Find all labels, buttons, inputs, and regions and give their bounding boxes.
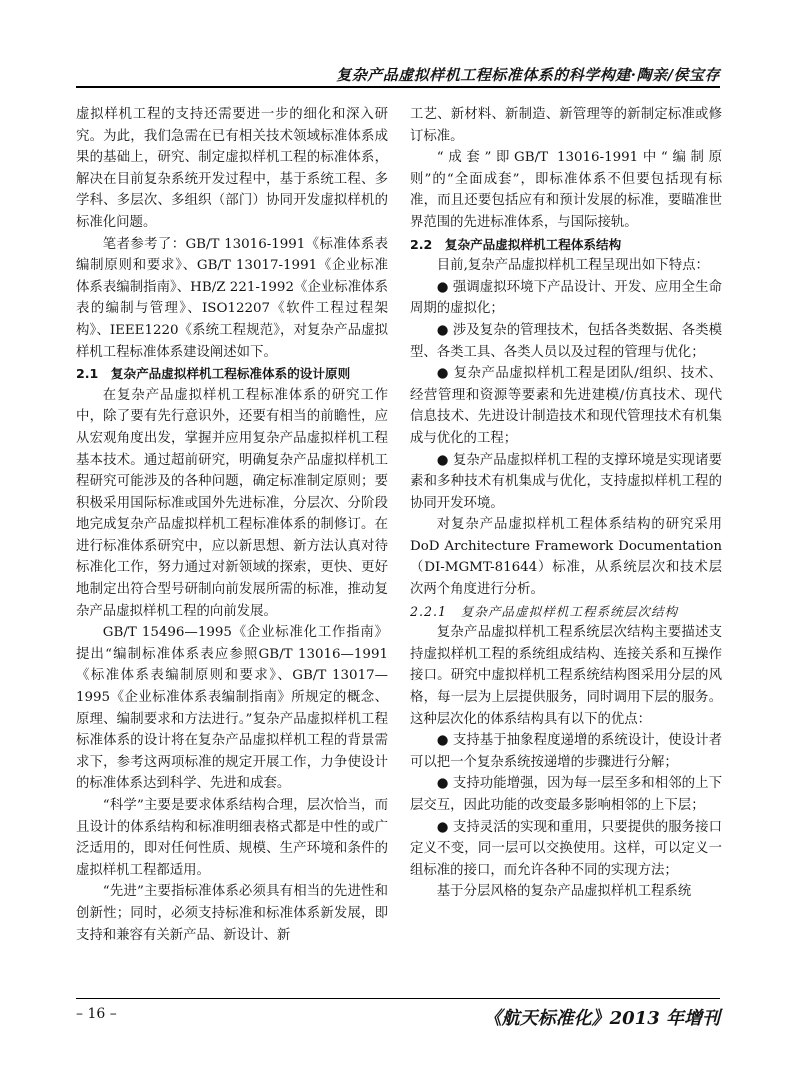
page-number: – 16 –: [76, 1006, 117, 1022]
footer-rule: [76, 998, 720, 999]
paragraph: 工艺、新材料、新制造、新管理等的新制定标准或修订标准。: [410, 107, 722, 144]
journal-title: 《航天标准化》2013 年增刊: [483, 1008, 720, 1029]
left-column: [76, 104, 388, 946]
bullet-item: ● 涉及复杂的管理技术，包括各类数据、各类模型、各类工具、各类人员以及过程的管理与优化；: [410, 322, 722, 360]
right-column: [410, 104, 722, 903]
bullet-item: ● 支持功能增强，因为每一层至多和相邻的上下层交互，因此功能的改变最多影响相邻的上下层；: [410, 776, 722, 813]
bullet-item: ● 强调虚拟环境下产品设计、开发、应用全生命周期的虚拟化；: [410, 279, 722, 317]
bullet-item: ● 支持基于抽象程度递增的系统设计，使设计者可以把一个复杂系统按递增的步骤进行分解；: [410, 733, 722, 770]
paragraph: GB/T 15496—1995《企业标准化工作指南》提出“编制标准体系表应参照GB/T 13016—1991《标准体系表编制原则和要求》、GB/T 13017—1995《企业标准体系表编制指南》所规定的概念、原理、编制要求和方法进行。”复杂产品虚拟样机工程标准体系的设计将在复杂产品虚拟样机工程的背景需求下，参考这两项标准的规定开展工作，力争使设计的标准体系达到科学、先进和成套。: [76, 625, 388, 792]
section-heading: 2.2 复杂产品虚拟样机工程体系结构: [410, 236, 622, 252]
paragraph: 复杂产品虚拟样机工程系统层次结构主要描述支持虚拟样机工程的系统组成结构、连接关系和互操作接口。研究中虚拟样机工程系统结构图采用分层的风格，每一层为上层提供服务，同时调用下层的服务。这种层次化的体系结构具有以下的优点：: [410, 625, 722, 727]
section-heading: 2.1 复杂产品虚拟样机工程标准体系的设计原则: [76, 366, 351, 382]
paragraph: 在复杂产品虚拟样机工程标准体系的研究工作中，除了要有先行意识外，还要有相当的前瞻性，应从宏观角度出发，掌握并应用复杂产品虚拟样机工程基本技术。通过超前研究，明确复杂产品虚拟样机工程研究可能涉及的各种问题，确定标准制定原则；要积极采用国际标准或国外先进标准，分层次、分阶段地完成复杂产品虚拟样机工程标准体系的制修订。在进行标准体系研究中，应以新思想、新方法认真对待标准化工作，努力通过对新领域的探索，更快、更好地制定出符合型号研制向前发展所需的标准，推动复杂产品虚拟样机工程的向前发展。: [76, 387, 388, 619]
bullet-item: ● 复杂产品虚拟样机工程是团队/组织、技术、经营管理和资源等要素和先进建模/仿真技术、现代信息技术、先进设计制造技术和现代管理技术有机集成与优化的工程；: [410, 366, 722, 446]
paragraph: “科学”主要是要求体系结构合理，层次恰当，而且设计的体系结构和标准明细表格式都是中性的或广泛适用的，即对任何性质、规模、生产环境和条件的虚拟样机工程都适用。: [76, 798, 388, 878]
paragraph: 目前,复杂产品虚拟样机工程呈现出如下特点：: [436, 258, 709, 274]
section-heading: 2.2.1 复杂产品虚拟样机工程系统层次结构: [410, 603, 679, 619]
paragraph: 基于分层风格的复杂产品虚拟样机工程系统: [436, 884, 692, 900]
paragraph: 笔者参考了：GB/T 13016-1991《标准体系表编制原则和要求》、GB/T 13017-1991《企业标准体系表编制指南》、HB/Z 221-1992《企业标准体系表的编制与管理》、ISO12207《软件工程过程架构》、IEEE1220《系统工程规范》，对复杂产品虚拟样机工程标准体系建设阐述如下。: [76, 236, 388, 360]
bullet-item: ● 支持灵活的实现和重用，只要提供的服务接口定义不变，同一层可以交换使用。这样，可以定义一组标准的接口，而允许各种不同的实现方法；: [410, 819, 722, 878]
running-header: 复杂产品虚拟样机工程标准体系的科学构建·陶亲/侯宝存: [336, 66, 720, 84]
paragraph: “先进”主要指标准体系必须具有相当的先进性和创新性；同时，必须支持标准和标准体系新发展，即支持和兼容有关新产品、新设计、新: [76, 884, 388, 943]
header-rule: [76, 86, 720, 88]
paragraph: 虚拟样机工程的支持还需要进一步的细化和深入研究。为此，我们急需在已有相关技术领域标准体系成果的基础上，研究、制定虚拟样机工程的标准体系，解决在目前复杂系统开发过程中，基于系统工程、多学科、多层次、多组织（部门）协同开发虚拟样机的标准化问题。: [76, 107, 388, 230]
paragraph: “成套”即GB/T 13016-1991中“编制原则”的“全面成套”，即标准体系不但要包括现有标准，而且还要包括应有和预计发展的标准，要瞄准世界范围的先进标准体系，与国际接轨。: [410, 150, 722, 230]
paragraph: 对复杂产品虚拟样机工程体系结构的研究采用DoD Architecture Framework Documentation（DI-MGMT-81644）标准，从系统层次和技术层次两个角度进行分析。: [410, 517, 722, 598]
bullet-item: ● 复杂产品虚拟样机工程的支撑环境是实现诸要素和多种技术有机集成与优化，支持虚拟样机工程的协同开发环境。: [410, 452, 722, 511]
